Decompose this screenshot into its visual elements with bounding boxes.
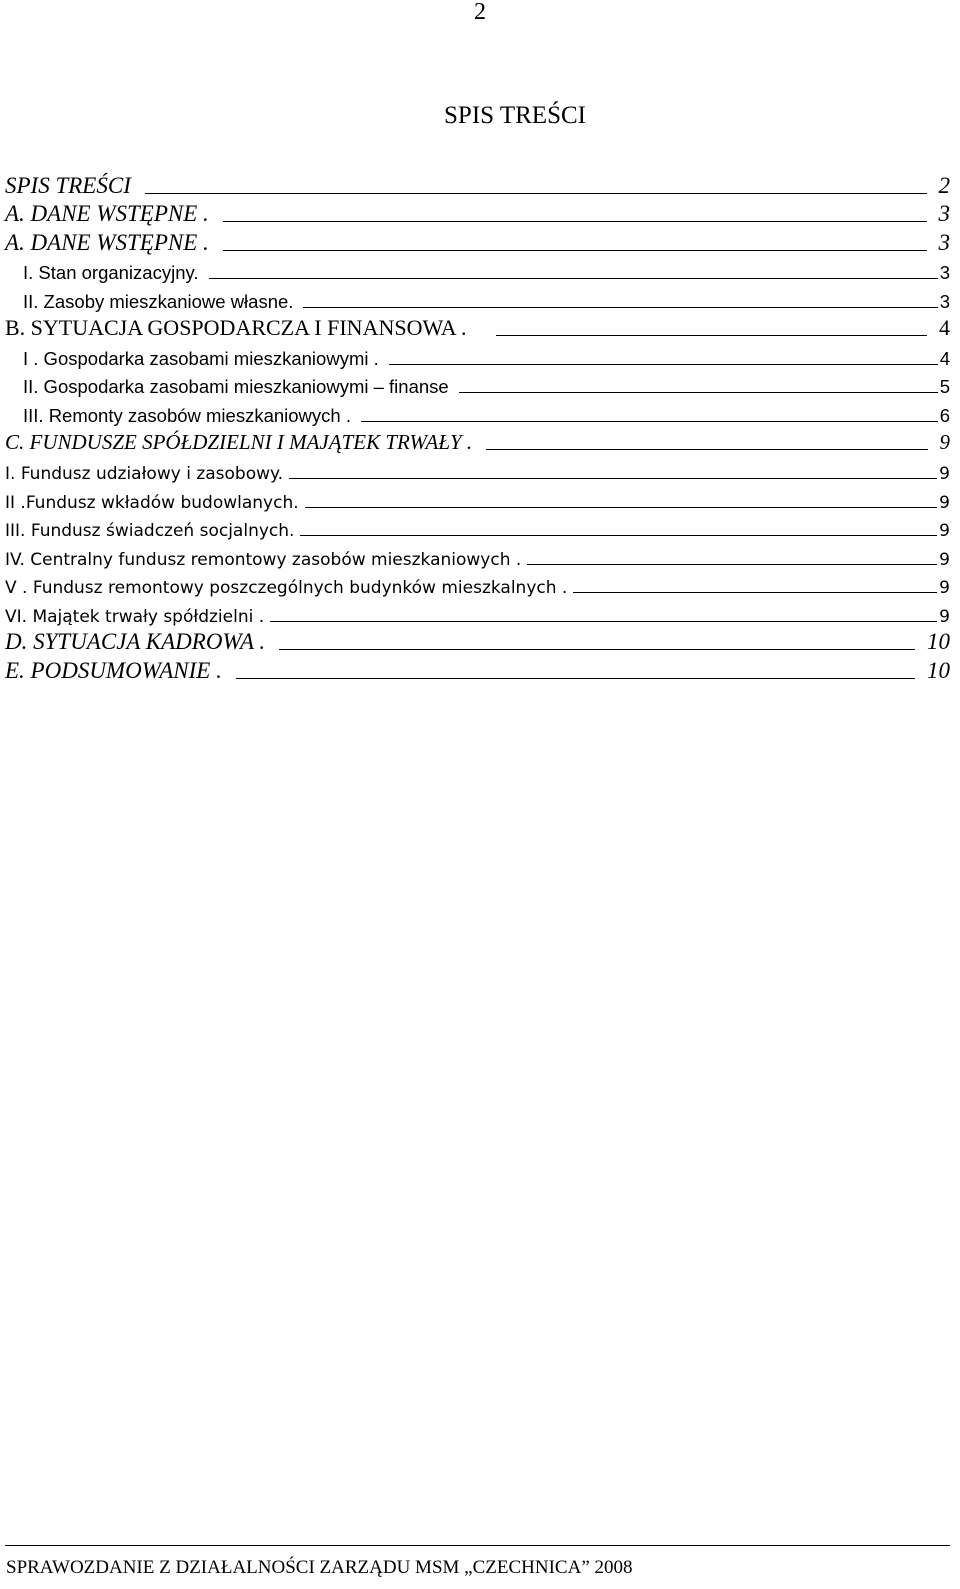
toc-leader-line <box>361 421 938 422</box>
toc-entry[interactable] <box>5 513 950 542</box>
toc-entry[interactable] <box>5 199 950 228</box>
toc-entry-title: D. SYTUACJA KADROWA . <box>5 629 266 655</box>
toc-entry-page: 3 <box>939 262 950 284</box>
toc-entry-title: IV. Centralny fundusz remontowy zasobów mieszkaniowych . <box>5 549 522 570</box>
toc-entry-title: C. FUNDUSZE SPÓŁDZIELNI I MAJĄTEK TRWAŁY . <box>5 430 473 455</box>
toc-heading: SPIS TREŚCI <box>444 102 586 129</box>
toc-entry[interactable] <box>5 170 950 199</box>
toc-entry[interactable] <box>5 455 950 484</box>
toc-entry-title: I. Stan organizacyjny. <box>23 262 199 284</box>
toc-entry-title: SPIS TREŚCI <box>5 172 131 198</box>
table-of-contents <box>5 170 950 684</box>
toc-leader-line <box>486 449 927 450</box>
toc-entry[interactable] <box>5 284 950 313</box>
toc-entry-page: 10 <box>927 629 950 655</box>
toc-leader-line <box>527 564 937 565</box>
toc-entry-page: 3 <box>938 201 950 227</box>
toc-leader-line <box>573 592 937 593</box>
toc-entry-title: E. PODSUMOWANIE . <box>5 657 222 683</box>
toc-entry-title: II. Zasoby mieszkaniowe własne. <box>23 290 294 312</box>
toc-entry-page: 9 <box>939 492 950 513</box>
toc-leader-line <box>305 507 938 508</box>
toc-entry-page: 10 <box>927 657 950 683</box>
toc-entry-title: II. Gospodarka zasobami mieszkaniowymi – finanse <box>23 376 449 398</box>
toc-leader-line <box>270 621 937 622</box>
toc-leader-line <box>223 221 927 222</box>
toc-entry[interactable] <box>5 655 950 684</box>
toc-entry-page: 9 <box>939 549 950 570</box>
toc-leader-line <box>223 250 927 251</box>
toc-entry[interactable] <box>5 484 950 513</box>
toc-entry-page: 9 <box>939 464 950 485</box>
toc-entry[interactable] <box>5 541 950 570</box>
toc-leader-line <box>496 335 927 336</box>
toc-entry-page: 2 <box>938 172 950 198</box>
toc-leader-line <box>145 193 927 194</box>
toc-entry[interactable] <box>5 427 950 456</box>
toc-leader-line <box>389 364 938 365</box>
toc-entry[interactable] <box>5 256 950 285</box>
toc-entry-title: VI. Majątek trwały spółdzielni . <box>5 606 265 627</box>
toc-leader-line <box>279 649 915 650</box>
toc-leader-line <box>303 307 937 308</box>
toc-entry-title: III. Fundusz świadczeń socjalnych. <box>5 521 295 542</box>
toc-entry[interactable] <box>5 313 950 342</box>
toc-leader-line <box>209 278 938 279</box>
toc-entry-page: 9 <box>939 578 950 599</box>
page-number: 2 <box>474 0 486 25</box>
footer-divider <box>5 1545 950 1546</box>
toc-entry-page: 3 <box>939 290 950 312</box>
toc-entry[interactable] <box>5 370 950 399</box>
toc-entry-page: 6 <box>939 404 950 426</box>
toc-entry[interactable] <box>5 398 950 427</box>
toc-leader-line <box>300 535 937 536</box>
toc-leader-line <box>289 478 937 479</box>
toc-entry-page: 4 <box>939 347 950 369</box>
toc-entry[interactable] <box>5 227 950 256</box>
toc-entry-page: 9 <box>939 606 950 627</box>
toc-entry-title: II .Fundusz wkładów budowlanych. <box>5 492 299 513</box>
toc-entry-page: 9 <box>939 521 950 542</box>
toc-entry-page: 9 <box>939 430 950 455</box>
toc-entry-title: I. Fundusz udziałowy i zasobowy. <box>5 464 284 485</box>
toc-leader-line <box>459 392 938 393</box>
toc-entry-title: B. SYTUACJA GOSPODARCZA I FINANSOWA . <box>5 315 467 341</box>
toc-entry-page: 5 <box>939 376 950 398</box>
toc-entry-page: 4 <box>939 315 950 341</box>
toc-entry-page: 3 <box>938 229 950 255</box>
toc-entry[interactable] <box>5 341 950 370</box>
toc-entry-title: V . Fundusz remontowy poszczególnych budynków mieszkalnych . <box>5 578 568 599</box>
toc-entry-title: A. DANE WSTĘPNE . <box>5 201 209 227</box>
toc-entry[interactable] <box>5 598 950 627</box>
toc-entry[interactable] <box>5 570 950 599</box>
toc-entry-title: A. DANE WSTĘPNE . <box>5 229 209 255</box>
toc-entry-title: I . Gospodarka zasobami mieszkaniowymi . <box>23 347 379 369</box>
toc-entry-title: III. Remonty zasobów mieszkaniowych . <box>23 404 351 426</box>
page-footer: SPRAWOZDANIE Z DZIAŁALNOŚCI ZARZĄDU MSM „CZECHNICA” 2008 <box>6 1557 633 1578</box>
toc-entry[interactable] <box>5 627 950 656</box>
toc-leader-line <box>236 678 915 679</box>
